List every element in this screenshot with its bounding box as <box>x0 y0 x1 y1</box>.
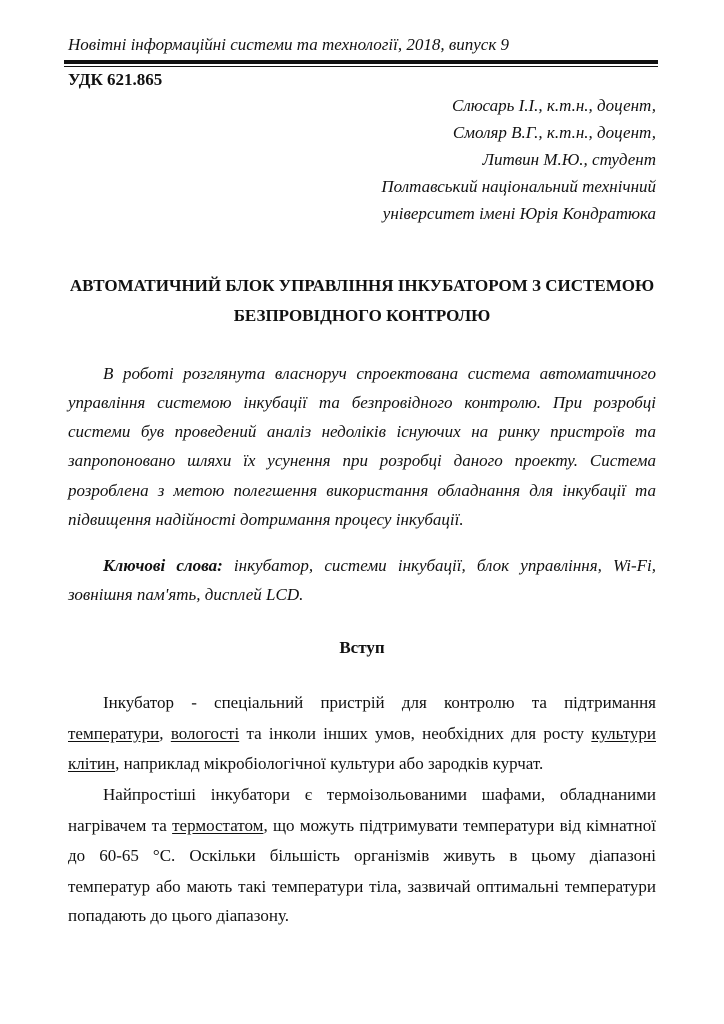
author-1: Слюсарь І.І., к.т.н., доцент, <box>452 96 656 115</box>
abstract-line: розроблена з метою полегшення використання обладнання для інкубації та <box>68 481 656 500</box>
text: , наприклад мікробіологічної культури або зародків курчат. <box>115 754 544 773</box>
header-rule-thick <box>64 60 658 64</box>
paper-title-line-1: АВТОМАТИЧНИЙ БЛОК УПРАВЛІННЯ ІНКУБАТОРОМ З СИСТЕМОЮ <box>69 276 655 295</box>
keywords-line-1 <box>103 556 656 576</box>
body-line: до 60-65 °С. Оскільки більшість організмів живуть в цьому діапазоні <box>68 846 656 865</box>
author-2: Смоляр В.Г., к.т.н., доцент, <box>452 123 656 142</box>
body-line: температур або мають такі температури тіла, зазвичай оптимальні температури <box>68 877 656 896</box>
section-heading: Вступ <box>339 638 385 657</box>
text: нагрівачем та <box>68 816 173 835</box>
keywords-line-2: зовнішня пам'ять, дисплей LCD. <box>68 585 304 604</box>
abstract-line: В роботі розглянута власноруч спроектована система автоматичного <box>103 364 656 383</box>
running-header: Новітні інформаційні системи та технології, 2018, випуск 9 <box>68 35 510 54</box>
abstract-line: системи був проведений аналіз недоліків існуючих на ринку пристроїв та <box>68 422 656 441</box>
paper-title-line-2: БЕЗПРОВІДНОГО КОНТРОЛЮ <box>233 306 491 325</box>
text: , що можуть підтримувати температури від кімнатної <box>263 816 656 835</box>
link-humidity[interactable]: вологості <box>170 724 240 743</box>
link-cell-culture-cont[interactable]: клітин <box>68 754 116 773</box>
body-line: попадають до цього діапазону. <box>68 906 289 925</box>
keywords-label: Ключові слова: <box>103 556 223 575</box>
abstract-line: запропоновано шляхи їх усунення при розробці даного проекту. Система <box>68 451 656 470</box>
body-line <box>68 724 656 744</box>
header-rule-thin <box>64 66 658 67</box>
text: , <box>159 724 171 743</box>
body-line <box>68 816 656 836</box>
body-line <box>68 754 656 774</box>
keywords-text: інкубатор, системи інкубації, блок управління, Wi-Fi, <box>222 556 656 575</box>
body-line: Інкубатор - спеціальний пристрій для контролю та підтримання <box>103 693 656 712</box>
text: та інколи інших умов, необхідних для росту <box>239 724 592 743</box>
affiliation-line-1: Полтавський національний технічний <box>381 177 656 196</box>
link-cell-culture[interactable]: культури <box>591 724 656 743</box>
author-3: Литвин М.Ю., студент <box>482 150 656 169</box>
abstract-line: підвищення надійності дотримання процесу інкубації. <box>68 510 464 529</box>
abstract-line: управління системою інкубації та безпровідного контролю. При розробці <box>68 393 656 412</box>
link-temperature[interactable]: температури <box>68 724 160 743</box>
body-line: Найпростіші інкубатори є термоізольованими шафами, обладнаними <box>103 785 656 804</box>
udk-code: УДК 621.865 <box>68 70 163 89</box>
affiliation-line-2: університет імені Юрія Кондратюка <box>382 204 656 223</box>
link-thermostat[interactable]: термостатом <box>172 816 264 835</box>
